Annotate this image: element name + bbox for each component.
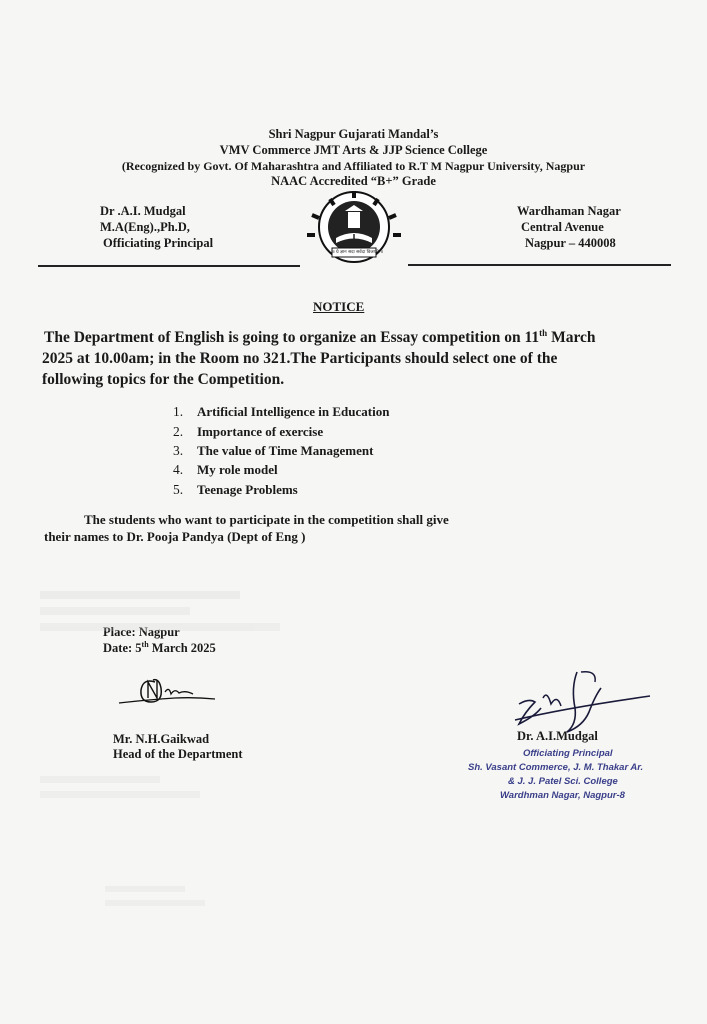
- address-line-2: Central Avenue: [521, 220, 604, 234]
- list-item: 4. My role model: [173, 462, 278, 477]
- stamp-line-1: Officiating Principal: [523, 748, 613, 759]
- header-recognition: (Recognized by Govt. Of Maharashtra and Affiliated to R.T M Nagpur University, Nagpur: [121, 159, 586, 173]
- stamp-line-3: & J. J. Patel Sci. College: [508, 776, 618, 787]
- para-line-1-superscript: th: [539, 328, 548, 338]
- notice-paragraph-line-2: 2025 at 10.00am; in the Room no 321.The Participants should select one of the: [42, 350, 558, 367]
- header-college: VMV Commerce JMT Arts & JJP Science College: [219, 143, 488, 157]
- place-label: Place: Nagpur: [103, 625, 180, 639]
- paper-show-through-2: [40, 770, 240, 810]
- emblem-motto: ॥ ग्रे ज्ञान सदा सर्वदा विजयते ॥: [332, 250, 383, 255]
- principal-designation: Officiating Principal: [103, 236, 214, 250]
- hod-title: Head of the Department: [113, 747, 243, 761]
- closing-line-2: their names to Dr. Pooja Pandya (Dept of Eng ): [44, 529, 306, 544]
- hod-signature-icon: [115, 668, 225, 718]
- notice-paragraph-line-3: following topics for the Competition.: [42, 371, 285, 388]
- topics-list: [173, 404, 389, 501]
- list-item: 2. Importance of exercise: [173, 423, 324, 439]
- list-item: 3. The value of Time Management: [173, 443, 374, 458]
- closing-line-1: The students who want to participate in the competition shall give: [84, 512, 449, 527]
- header-rule-left: [38, 265, 300, 267]
- principal-signatory-name: Dr. A.I.Mudgal: [517, 729, 598, 743]
- list-item: 5. Teenage Problems: [173, 481, 298, 497]
- principal-qualification: M.A(Eng).,Ph.D,: [100, 220, 190, 234]
- date-label: Date: 5th March 2025: [103, 640, 216, 656]
- address-line-1: Wardhaman Nagar: [517, 204, 621, 218]
- hod-name: Mr. N.H.Gaikwad: [113, 732, 210, 746]
- paper-show-through: [40, 585, 320, 675]
- notice-title: NOTICE: [313, 299, 365, 314]
- principal-signature-icon: [505, 668, 655, 738]
- paper-show-through-3: [105, 880, 225, 920]
- stamp-line-4: Wardhman Nagar, Nagpur-8: [500, 790, 625, 801]
- header-society: Shri Nagpur Gujarati Mandal’s: [268, 127, 439, 141]
- address-line-3: Nagpur – 440008: [525, 236, 616, 250]
- stamp-line-2: Sh. Vasant Commerce, J. M. Thakar Ar.: [468, 762, 644, 773]
- header-rule-right: [408, 264, 671, 266]
- list-item: 1. Artificial Intelligence in Education: [173, 404, 390, 419]
- para-line-1-text: The Department of English is going to organize an Essay competition on 11: [44, 329, 540, 347]
- para-line-1-month: March: [547, 329, 596, 347]
- principal-name: Dr .A.I. Mudgal: [100, 204, 186, 218]
- notice-paragraph-line-1: [44, 328, 596, 347]
- college-emblem-icon: [300, 190, 408, 268]
- header-naac: NAAC Accredited “B+” Grade: [271, 174, 436, 188]
